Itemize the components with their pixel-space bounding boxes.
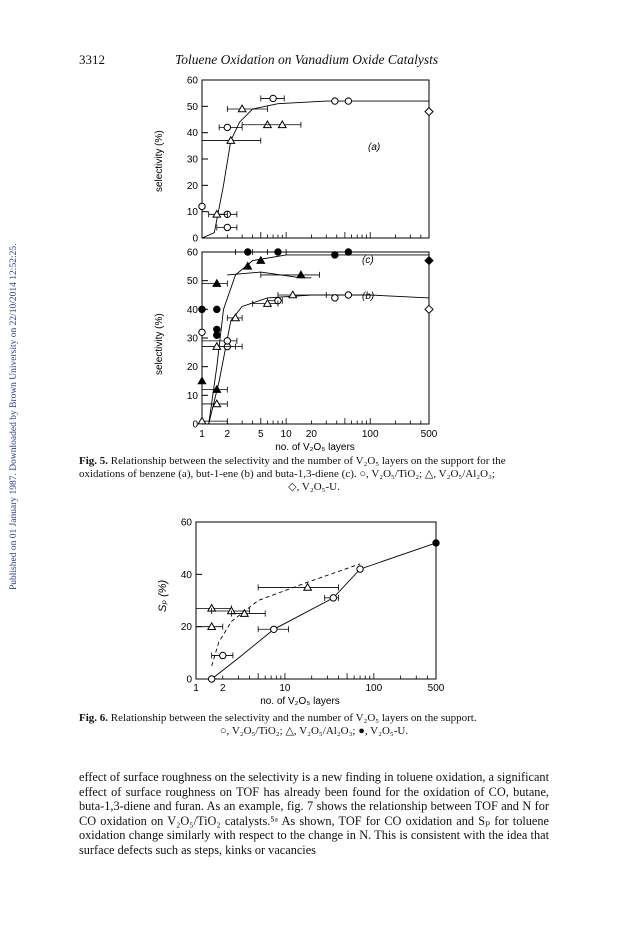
data-point (332, 98, 338, 104)
page-number: 3312 (79, 52, 105, 67)
y-tick-label: 20 (180, 622, 192, 634)
fig6-ylabel: Sₚ (%) (157, 579, 169, 612)
figure-6 (150, 512, 450, 710)
data-point (224, 224, 230, 230)
y-tick-label: 20 (186, 362, 198, 374)
data-point (270, 95, 276, 101)
data-point (345, 249, 351, 255)
y-tick-label: 10 (186, 390, 198, 402)
data-point (264, 121, 272, 128)
x-tick-label: 100 (365, 683, 383, 694)
download-stamp (4, 180, 20, 600)
y-tick-label: 50 (186, 101, 198, 113)
data-point (199, 203, 205, 209)
fig6-xlabel: no. of V₂O₅ layers (260, 696, 340, 707)
fig5-caption-line2: ◇, V₂O₅-U. (288, 481, 340, 493)
data-point (224, 338, 230, 344)
data-point (232, 314, 240, 321)
data-point (275, 249, 281, 255)
data-point (199, 329, 205, 335)
data-point (330, 595, 336, 601)
y-tick-label: 40 (180, 569, 192, 581)
data-point (199, 306, 205, 312)
body-paragraph: effect of surface roughness on the selectivity is a new finding in toluene oxidation, a significant effect of surface roughness on TOF has already been found for the oxidation of CO, butane, buta-1,3-diene and furan. As an example, fig. 7 shows the relationship between TOF and N for CO oxidation on V₂O₅/TiO₂ catalysts.⁵ᵃ As shown, TOF for CO oxidation and Sₚ for toluene oxidation change similarly with respect to the change in N. This is consistent with the idea that surface defects such as steps, kinks or vacancies (79, 770, 549, 857)
x-tick-label: 500 (420, 429, 438, 440)
data-point (425, 108, 433, 116)
data-point (214, 306, 220, 312)
x-tick-label: 1 (193, 683, 199, 694)
fig5-panel-a-label: (a) (368, 142, 381, 153)
data-point (198, 417, 206, 424)
x-tick-label: 1 (199, 429, 205, 440)
data-point (345, 98, 351, 104)
data-point (214, 326, 220, 332)
trend-curve (209, 255, 429, 424)
x-tick-label: 2 (224, 429, 231, 440)
data-point (208, 676, 214, 682)
data-point (213, 211, 221, 218)
fig6-caption-text: Relationship between the selectivity and the number of V₂O₅ layers on the support. (110, 712, 477, 724)
data-point (227, 137, 235, 144)
y-tick-label: 60 (186, 247, 198, 259)
data-point (245, 249, 251, 255)
x-tick-label: 10 (280, 429, 292, 440)
fig5-bottom-frame (202, 252, 429, 424)
data-point (278, 121, 286, 128)
figure-5 (140, 70, 470, 455)
y-tick-label: 30 (186, 333, 198, 345)
x-tick-label: 10 (279, 683, 291, 694)
data-point (220, 652, 226, 658)
data-point (238, 105, 246, 112)
y-tick-label: 60 (180, 517, 192, 529)
fig5-caption (79, 455, 549, 494)
fig5-xlabel: no. of V₂O₅ layers (275, 442, 355, 453)
data-point (289, 291, 297, 298)
fig5-panel-c-label: (c) (362, 255, 374, 266)
data-point (304, 584, 312, 591)
fig6-caption-line2: ○, V₂O₅/TiO₂; △, V₂O₅/Al₂O₃; ●, V₂O₅-U. (219, 725, 409, 737)
fig5-panel-b-label: (b) (362, 291, 375, 302)
y-tick-label: 50 (186, 276, 198, 288)
data-point (297, 271, 305, 278)
data-point (271, 626, 277, 632)
x-tick-label: 100 (361, 429, 379, 440)
y-tick-label: 40 (186, 304, 198, 316)
fig5-bottom-ylabel: selectivity (%) (154, 313, 165, 375)
data-point (213, 280, 221, 287)
data-point (224, 124, 230, 130)
trend-curve (202, 101, 429, 238)
fig5-caption-text: Relationship between the selectivity and the number of V₂O₅ layers on the support for the oxidations of benzene (a), but-1-ene (b) and buta-1,3-diene (c). ○, V₂O₅/TiO₂; △, V₂O₅/Al₂O₃; (79, 455, 506, 480)
y-tick-label: 0 (186, 674, 192, 686)
fig5-caption-label: Fig. 5. (79, 455, 109, 467)
data-point (332, 252, 338, 258)
running-title: Toluene Oxidation on Vanadium Oxide Catalysts (175, 52, 439, 67)
fig6-caption-label: Fig. 6. (79, 712, 109, 724)
x-tick-label: 500 (427, 683, 445, 694)
data-point (425, 257, 433, 265)
y-tick-label: 20 (186, 180, 198, 192)
download-stamp-text: Published on 01 January 1987. Downloaded by Brown University on 22/10/2014 12:52:25. (9, 243, 19, 590)
fig5-top-ylabel: selectivity (%) (154, 130, 165, 192)
data-point (357, 566, 363, 572)
data-point (332, 295, 338, 301)
y-tick-label: 0 (192, 233, 198, 245)
y-tick-label: 40 (186, 128, 198, 140)
y-tick-label: 10 (186, 207, 198, 219)
fig5-bottom-plot (154, 248, 438, 454)
fig6-caption (79, 712, 549, 738)
data-point (208, 623, 216, 630)
data-point (198, 377, 206, 384)
y-tick-label: 30 (186, 154, 198, 166)
x-tick-label: 2 (219, 683, 226, 694)
x-tick-label: 5 (258, 429, 264, 440)
data-point (425, 305, 433, 313)
x-tick-label: 20 (305, 429, 317, 440)
y-tick-label: 60 (186, 75, 198, 87)
data-point (433, 540, 439, 546)
trend-curve (209, 295, 429, 424)
trend-curve (212, 564, 360, 666)
y-tick-label: 0 (192, 419, 198, 431)
fig5-top-plot (154, 76, 433, 245)
data-point (345, 292, 351, 298)
data-point (244, 263, 252, 270)
